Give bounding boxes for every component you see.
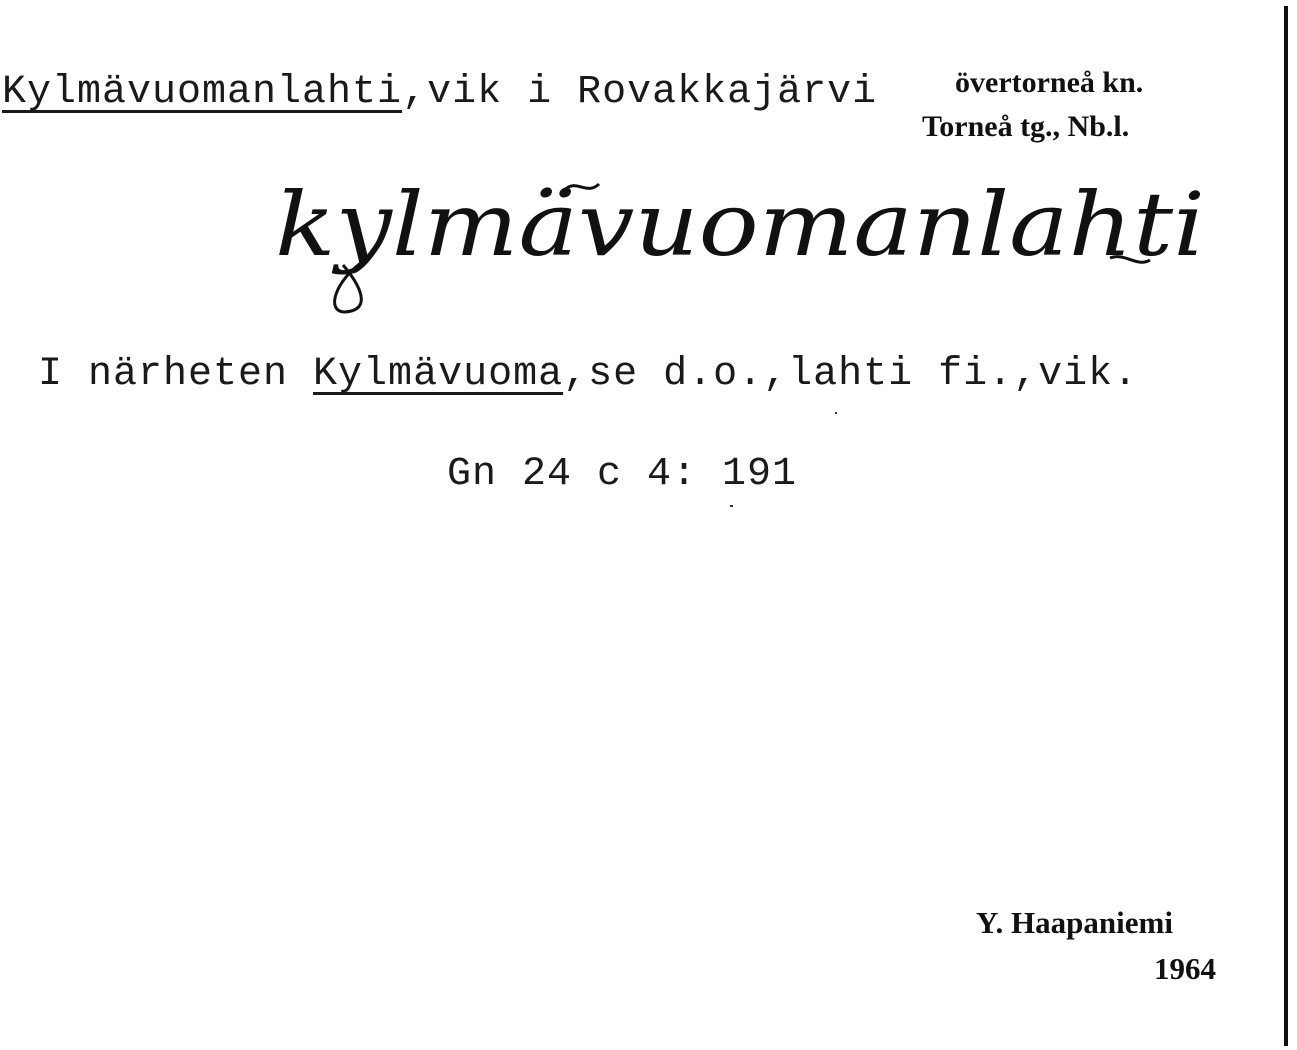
headword-description: ,vik i Rovakkajärvi xyxy=(402,70,878,115)
handwritten-name xyxy=(265,160,1225,330)
handwritten-name-text: kylmävuomanlahti xyxy=(275,173,1205,276)
source-reference: Gn 24 c 4: 191 xyxy=(447,452,798,497)
note-reference-name: Kylmävuoma xyxy=(313,352,564,397)
parish-stamp: övertorneå kn. xyxy=(955,66,1144,99)
headword-line xyxy=(2,70,877,115)
region-stamp: Torneå tg., Nb.l. xyxy=(922,110,1130,143)
card-edge-line xyxy=(1284,6,1288,1046)
headword: Kylmävuomanlahti xyxy=(2,70,403,115)
ink-speck xyxy=(730,505,733,507)
note-line xyxy=(38,352,1138,397)
author-stamp: Y. Haapaniemi xyxy=(976,905,1173,940)
note-prefix: I närheten xyxy=(38,352,314,397)
note-description: ,se d.o.,lahti fi.,vik. xyxy=(563,352,1139,397)
ink-speck xyxy=(835,412,837,414)
year-stamp: 1964 xyxy=(1154,951,1216,986)
